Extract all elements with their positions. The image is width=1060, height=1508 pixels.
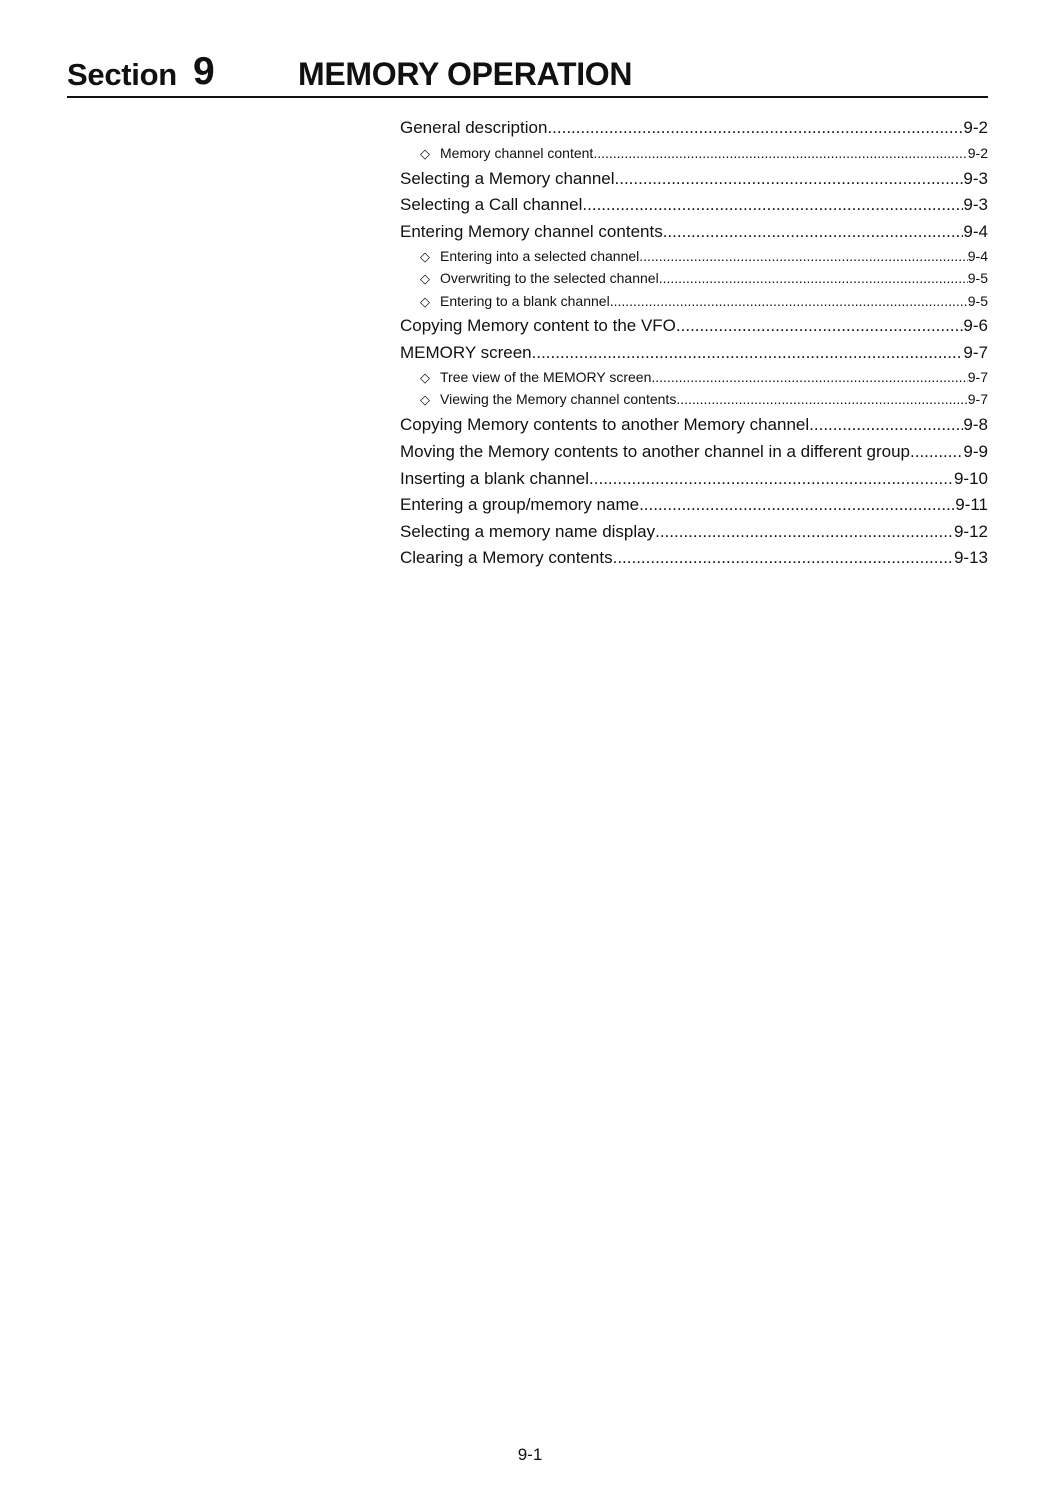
toc-leader (610, 293, 968, 309)
toc-entry-text: Viewing the Memory channel contents (440, 391, 677, 407)
diamond-outline-icon: ◇ (420, 249, 430, 264)
toc-page-ref: 9-7 (967, 369, 988, 385)
toc-leader (639, 248, 968, 264)
toc-entry-text: Moving the Memory contents to another channel in a different group (400, 442, 910, 461)
toc-subentry[interactable] (400, 248, 988, 268)
toc-subentry[interactable] (400, 270, 988, 290)
toc-entry[interactable] (400, 522, 988, 546)
toc-subentry[interactable] (400, 369, 988, 389)
toc-page-ref: 9-7 (963, 343, 988, 362)
toc-entry-text: Entering Memory channel contents (400, 222, 663, 241)
toc-entry-text: Selecting a Call channel (400, 195, 583, 214)
diamond-outline-icon: ◇ (420, 370, 430, 385)
section-title: MEMORY OPERATION (298, 56, 633, 92)
toc-leader (547, 118, 963, 138)
toc-leader (651, 369, 967, 385)
toc-entry[interactable] (400, 169, 988, 193)
toc-entry-text: Clearing a Memory contents (400, 548, 613, 567)
toc-entry[interactable] (400, 495, 988, 519)
diamond-outline-icon: ◇ (420, 146, 430, 161)
toc-entry-text: Tree view of the MEMORY screen (440, 369, 652, 385)
toc-entry[interactable] (400, 195, 988, 219)
toc-page-ref: 9-11 (955, 495, 988, 514)
toc-page-ref: 9-5 (967, 270, 988, 286)
toc-subentry[interactable] (400, 293, 988, 313)
toc-leader (676, 316, 964, 336)
toc-entry[interactable] (400, 316, 988, 340)
section-header (67, 52, 988, 98)
toc-page-ref: 9-4 (967, 248, 988, 264)
toc-entry[interactable] (400, 415, 988, 439)
section-number: 9 (193, 50, 215, 93)
toc-page-ref: 9-2 (963, 118, 988, 137)
page-number: 9-1 (517, 1445, 543, 1464)
toc-page-ref: 9-6 (963, 316, 988, 335)
toc-leader (676, 391, 967, 407)
toc-subentry[interactable] (400, 145, 988, 165)
toc-page-ref: 9-2 (967, 145, 988, 161)
toc-entry-text: MEMORY screen (400, 343, 532, 362)
toc-leader (809, 415, 963, 435)
toc-entry[interactable] (400, 548, 988, 572)
toc-entry[interactable] (400, 442, 988, 466)
toc-leader (582, 195, 963, 215)
toc-entry[interactable] (400, 222, 988, 246)
diamond-outline-icon: ◇ (420, 392, 430, 407)
toc-page-ref: 9-9 (963, 442, 988, 461)
toc-leader (593, 145, 967, 161)
toc-leader (639, 495, 955, 515)
toc-page-ref: 9-10 (953, 469, 988, 488)
toc-leader (615, 169, 964, 189)
toc-entry[interactable] (400, 118, 988, 142)
toc-page-ref: 9-7 (967, 391, 988, 407)
toc-page-ref: 9-8 (963, 415, 988, 434)
toc-entry-text: Entering to a blank channel (440, 293, 610, 309)
toc-entry-text: Overwriting to the selected channel (440, 270, 659, 286)
toc-leader (663, 222, 964, 242)
toc-leader (910, 442, 963, 462)
toc-page-ref: 9-3 (963, 195, 988, 214)
toc-entry-text: Copying Memory content to the VFO (400, 316, 676, 335)
toc-leader (659, 270, 968, 286)
toc-entry-text: Inserting a blank channel (400, 469, 590, 488)
section-label: Section (67, 57, 177, 92)
toc-entry-text: General description (400, 118, 548, 137)
toc-page-ref: 9-3 (963, 169, 988, 188)
toc-leader (532, 343, 964, 363)
toc-entry-text: Selecting a Memory channel (400, 169, 615, 188)
toc-page-ref: 9-5 (967, 293, 988, 309)
toc-leader (655, 522, 954, 542)
toc-entry[interactable] (400, 469, 988, 493)
toc-leader (589, 469, 954, 489)
diamond-outline-icon: ◇ (420, 271, 430, 286)
toc-page-ref: 9-12 (953, 522, 988, 541)
toc-page-ref: 9-4 (963, 222, 988, 241)
toc-leader (613, 548, 954, 568)
toc-entry-text: Copying Memory contents to another Memory channel (400, 415, 810, 434)
toc-entry[interactable] (400, 343, 988, 367)
toc-entry-text: Memory channel content (440, 145, 594, 161)
toc-subentry[interactable] (400, 391, 988, 411)
toc-entry-text: Entering into a selected channel (440, 248, 640, 264)
toc-entry-text: Entering a group/memory name (400, 495, 640, 514)
diamond-outline-icon: ◇ (420, 294, 430, 309)
toc-page-ref: 9-13 (953, 548, 988, 567)
toc-entry-text: Selecting a memory name display (400, 522, 656, 541)
